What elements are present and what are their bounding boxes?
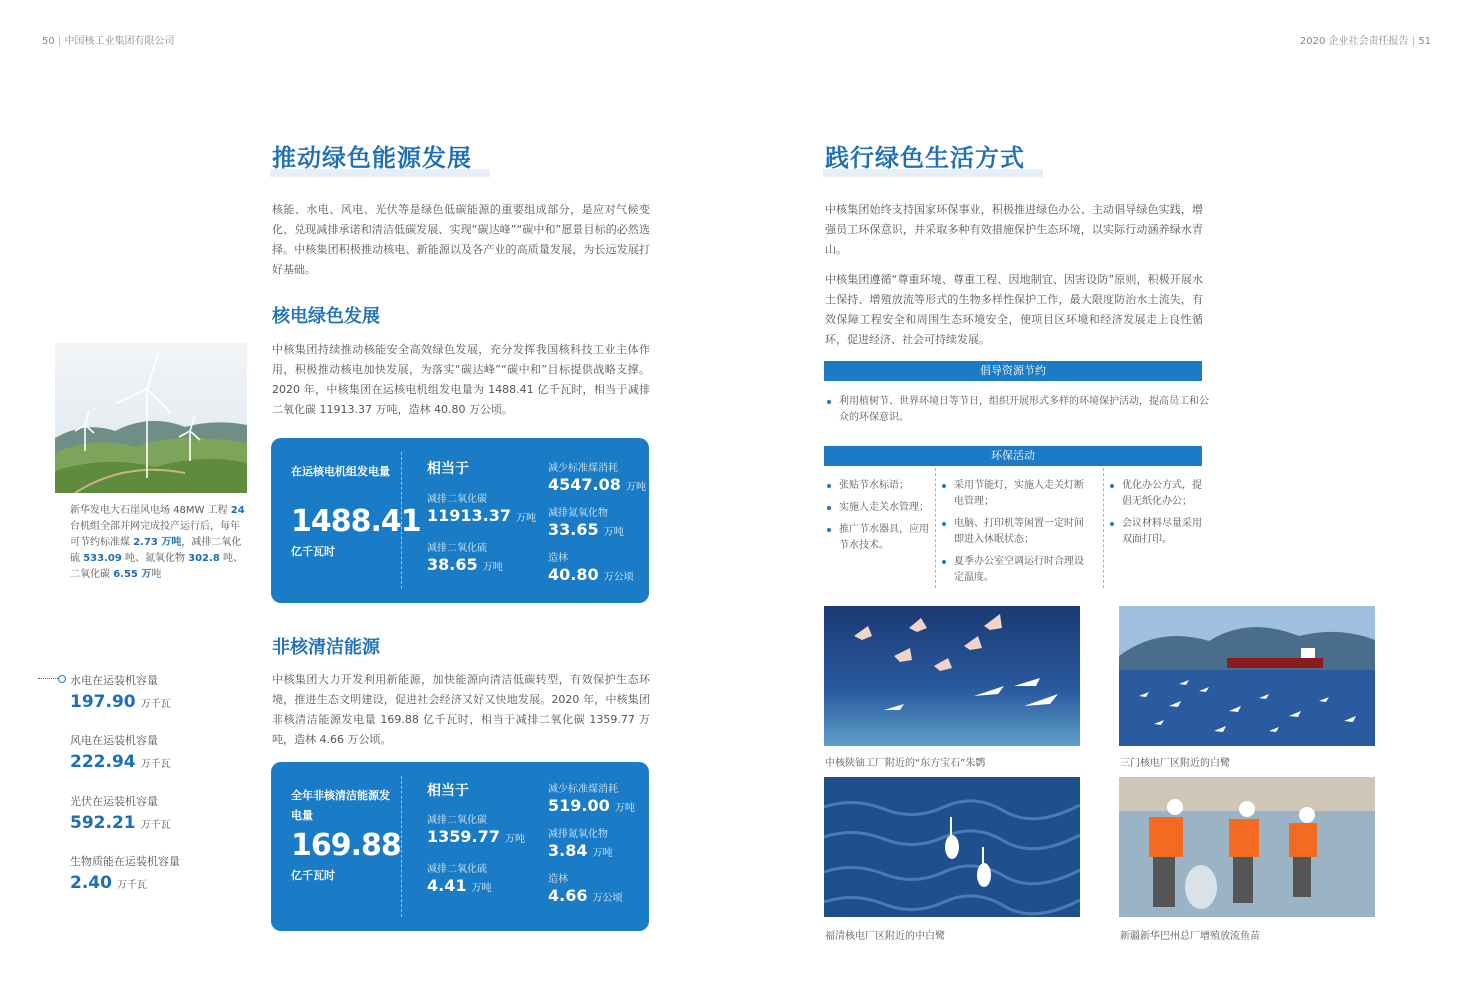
left-section-title: 推动绿色能源发展 [272, 138, 472, 173]
so2-label: 减排二氧化硫 [427, 543, 487, 554]
co2-value: 11913.37 [427, 506, 512, 525]
activity-col-paper [1108, 478, 1204, 548]
forest-label: 造林 [548, 874, 568, 885]
co2-label: 减排二氧化碳 [427, 815, 487, 826]
list-item: 夏季办公室空调运行时合理设定温度。 [940, 554, 1090, 586]
resource-saving-bar: 倡导资源节约 [824, 361, 1202, 381]
egret-ship-photo [1119, 606, 1375, 746]
left-intro-text: 核能、水电、风电、光伏等是绿色低碳能源的重要组成部分，是应对气候变化、兑现减排承诺和清洁低碳发展、实现“碳达峰”“碳中和”愿景目标的必然选择。中核集团积极推动核电、新能源以及各产业的高质量发展，为长远发展打好基础。 [272, 203, 650, 276]
co2-row: 1359.77 万吨 [427, 827, 525, 846]
page-number-left: 50 [42, 36, 55, 47]
page-header-right: 2020 企业社会责任报告 | 51 [1299, 36, 1431, 47]
non-nuclear-box-label: 全年非核清洁能源发电量 [291, 789, 390, 822]
co2-value: 1359.77 [427, 827, 500, 846]
white-egret-photo [824, 777, 1080, 917]
so2-value: 38.65 [427, 555, 478, 574]
non-nuclear-generation-value: 169.88 [291, 828, 401, 863]
nuclear-generation-value: 1488.41 [291, 504, 421, 539]
nox-value: 3.84 [548, 841, 588, 860]
activity-col-power [940, 478, 1090, 586]
stat-hydro: 水电在运装机容量 197.90 万千瓦 [70, 674, 171, 712]
co2-row: 11913.37 万吨 [427, 506, 537, 525]
forest-label: 造林 [548, 553, 568, 564]
equivalent-label: 相当于 [427, 783, 469, 799]
nox-row: 33.65 万吨 [548, 520, 624, 539]
coal-label: 减少标准煤消耗 [548, 463, 618, 474]
photo-caption: 中核陕铀工厂附近的“东方宝石”朱鹮 [825, 758, 986, 769]
so2-row: 4.41 万吨 [427, 876, 492, 895]
so2-label: 减排二氧化硫 [427, 864, 487, 875]
stat-wind: 风电在运装机容量 222.94 万千瓦 [70, 734, 171, 772]
list-item: 电脑、打印机等闲置一定时间即进入休眠状态； [940, 516, 1090, 548]
non-nuclear-text: 中核集团大力开发利用新能源，加快能源向清洁低碳转型，有效保护生态环境，推进生态文明建设，促进社会经济又好又快地发展。2020 年，中核集团非核清洁能源发电量 169.88 亿千瓦时，相当于减排二氧化碳 1359.77 万吨，造林 4.66 万公顷。 [272, 673, 650, 746]
stat-biomass: 生物质能在运装机容量 2.40 万千瓦 [70, 855, 180, 893]
non-nuclear-stats-box [271, 762, 649, 931]
co2-label: 减排二氧化碳 [427, 494, 487, 505]
list-item: 会议材料尽量采用双面打印。 [1108, 516, 1204, 548]
coal-value: 519.00 [548, 796, 610, 815]
resource-saving-item: 利用植树节、世界环境日等节日，组织开展形式多样的环境保护活动，提高员工和公众的环保意识。 [825, 394, 1209, 426]
list-item: 实施人走关水管理； [825, 500, 929, 516]
list-item: 推广节水器具，应用节水技术。 [825, 522, 929, 554]
right-section-title: 践行绿色生活方式 [825, 138, 1025, 173]
so2-value: 4.41 [427, 876, 467, 895]
nuclear-stats-box [271, 438, 649, 603]
so2-row: 38.65 万吨 [427, 555, 503, 574]
fish-release-photo [1119, 777, 1375, 917]
wind-farm-photo [55, 343, 247, 493]
equivalent-label: 相当于 [427, 461, 469, 477]
list-item: 采用节能灯，实施人走关灯断电管理； [940, 478, 1090, 510]
right-intro-text: 中核集团始终支持国家环保事业，积极推进绿色办公、主动倡导绿色实践，增强员工环保意识，并采取多种有效措施保护生态环境，以实际行动涵养绿水青山。 [825, 203, 1203, 256]
stat-leader-dot [58, 675, 66, 683]
nox-value: 33.65 [548, 520, 599, 539]
forest-value: 40.80 [548, 565, 599, 584]
ibis-photo [824, 606, 1080, 746]
stat-leader-line [38, 678, 60, 679]
list-item: 优化办公方式，提倡无纸化办公； [1108, 478, 1204, 510]
coal-row: 519.00 万吨 [548, 796, 635, 815]
non-nuclear-section-title: 非核清洁能源 [272, 637, 380, 658]
photo-caption: 三门核电厂区附近的白鹭 [1120, 758, 1230, 769]
page-header-left: 50 | 中国核工业集团有限公司 [42, 36, 175, 47]
stat-solar: 光伏在运装机容量 592.21 万千瓦 [70, 795, 171, 833]
non-nuclear-generation-unit: 亿千瓦时 [291, 869, 335, 882]
nox-label: 减排氮氧化物 [548, 508, 608, 519]
nuclear-text: 中核集团持续推动核能安全高效绿色发展，充分发挥我国核科技工业主体作用，积极推动核电加快发展，为落实“碳达峰”“碳中和”目标提供战略支撑。2020 年，中核集团在运核电机组发电量为 1488.41 亿千瓦时，相当于减排二氧化碳 11913.37 万吨，造林 40.80 万公顷。 [272, 343, 650, 416]
coal-label: 减少标准煤消耗 [548, 784, 618, 795]
page-number-right: 51 [1418, 36, 1431, 47]
company-name: 中国核工业集团有限公司 [64, 36, 175, 47]
nox-row: 3.84 万吨 [548, 841, 613, 860]
coal-row: 4547.08 万吨 [548, 475, 646, 494]
wind-farm-caption: 新华发电大石崖风电场 48MW 工程 24 台机组全部并网完成投产运行后，每年可节约标准煤 2.73 万吨，减排二氧化硫 533.09 吨、氮氧化物 302.8 吨、二氧化碳 6.55 万吨 [70, 505, 245, 580]
photo-caption: 新疆新华巴州总厂增殖放流鱼苗 [1120, 931, 1260, 942]
list-item: 张贴节水标语； [825, 478, 929, 494]
forest-value: 4.66 [548, 886, 588, 905]
right-principle-text: 中核集团遵循“尊重环境、尊重工程、因地制宜、因害设防”原则，积极开展水土保持、增殖放流等形式的生物多样性保护工作，最大限度防治水土流失，有效保障工程安全和周围生态环境安全，使项目区环境和经济发展走上良性循环，促进经济、社会可持续发展。 [825, 273, 1203, 346]
report-title: 2020 企业社会责任报告 [1299, 36, 1409, 47]
nuclear-box-label: 在运核电机组发电量 [291, 465, 390, 478]
activity-col-water [825, 478, 929, 554]
forest-row: 4.66 万公顷 [548, 886, 623, 905]
nuclear-section-title: 核电绿色发展 [272, 306, 380, 327]
coal-value: 4547.08 [548, 475, 621, 494]
forest-row: 40.80 万公顷 [548, 565, 634, 584]
nox-label: 减排氮氧化物 [548, 829, 608, 840]
photo-caption: 福清核电厂区附近的中白鹭 [825, 931, 945, 942]
eco-activity-bar: 环保活动 [824, 446, 1202, 466]
nuclear-generation-unit: 亿千瓦时 [291, 545, 335, 558]
